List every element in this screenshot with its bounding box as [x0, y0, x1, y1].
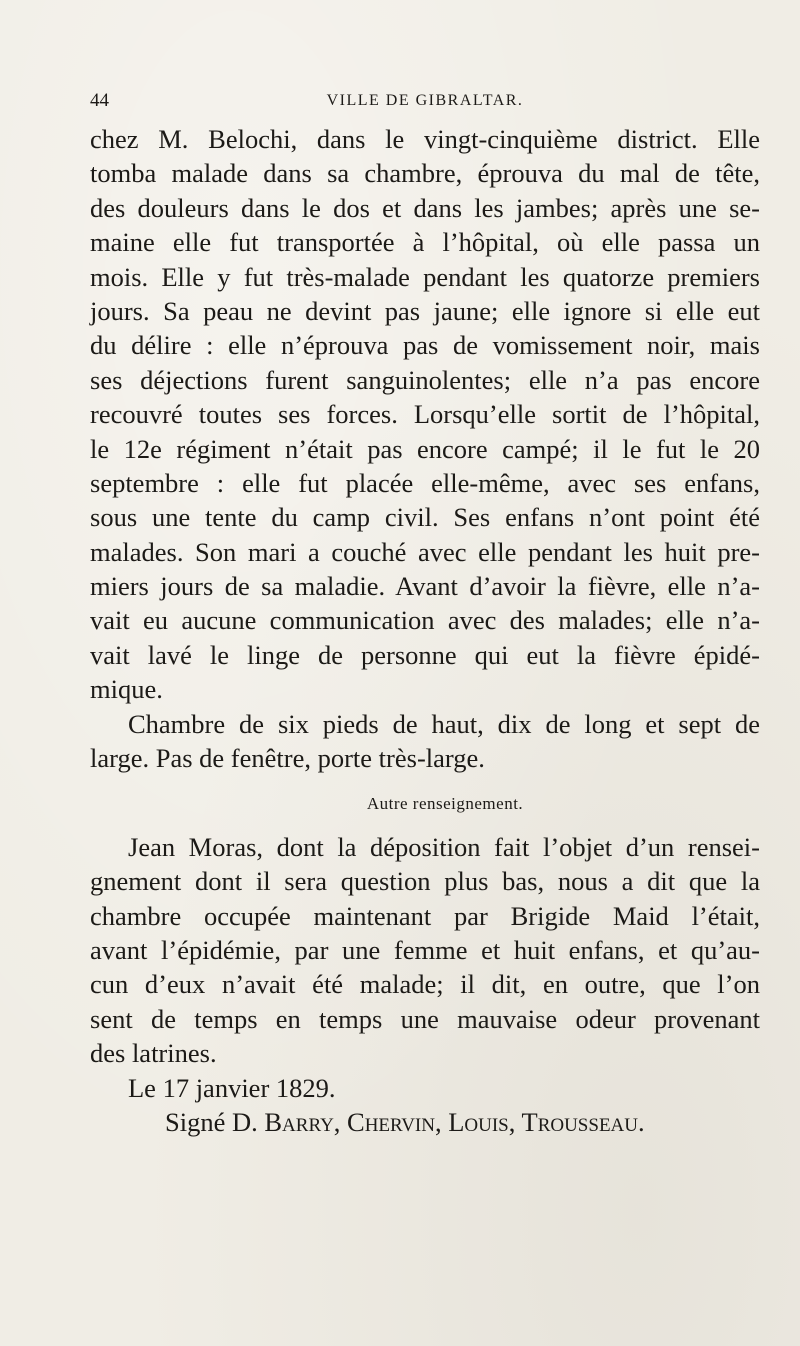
text-line: le 12e régiment n’était pas encore campé; il le fut le 20 [90, 433, 760, 464]
text-line: cun d’eux n’avait été malade; il dit, en outre, que l’on [90, 969, 760, 1000]
text-line: des douleurs dans le dos et dans les jambes; après une se- [90, 192, 760, 223]
running-head: VILLE DE GIBRALTAR. [326, 92, 524, 109]
text-line: du délire : elle n’éprouva pas de vomissement noir, mais [90, 330, 760, 361]
signature-prefix: Signé D. [165, 1106, 258, 1137]
text-line: tomba malade dans sa chambre, éprouva du mal de tête, [90, 158, 760, 189]
text-line: vait eu aucune communication avec des malades; elle n’a- [90, 605, 760, 636]
paragraph-3 [90, 830, 760, 1071]
text-line: miers jours de sa maladie. Avant d’avoir la fièvre, elle n’a- [90, 571, 760, 602]
text-line: maine elle fut transportée à l’hôpital, où elle passa un [90, 227, 760, 258]
paragraph-2 [90, 707, 760, 776]
text-line: des latrines. [90, 1038, 217, 1069]
signature-names: Barry, Chervin, Louis, Trousseau. [264, 1106, 645, 1137]
text-line: Chambre de six pieds de haut, dix de long et sept de [128, 708, 760, 739]
text-line: chambre occupée maintenant par Brigide Maid l’était, [90, 900, 760, 931]
date-line: Le 17 janvier 1829. [128, 1072, 336, 1103]
text-line: chez M. Belochi, dans le vingt-cinquième district. Elle [90, 124, 760, 154]
text-line: ses déjections furent sanguinolentes; elle n’a pas encore [90, 364, 760, 395]
text-line: vait lavé le linge de personne qui eut la fièvre épidé- [90, 639, 760, 670]
signature-line [90, 1105, 760, 1139]
text-line: sous une tente du camp civil. Ses enfans n’ont point été [90, 502, 760, 533]
section-title: Autre renseignement. [366, 794, 524, 814]
paragraph-1 [90, 122, 760, 707]
text-line: mois. Elle y fut très-malade pendant les quatorze premiers [90, 261, 760, 292]
text-line: avant l’épidémie, par une femme et huit enfans, et qu’au- [90, 934, 760, 965]
text-line: recouvré toutes ses forces. Lorsqu’elle sortit de l’hôpital, [90, 399, 760, 430]
text-line: jours. Sa peau ne devint pas jaune; elle ignore si elle eut [90, 295, 760, 326]
text-line: mique. [90, 674, 163, 705]
text-line: malades. Son mari a couché avec elle pendant les huit pre- [90, 536, 760, 567]
text-line: septembre : elle fut placée elle-même, avec ses enfans, [90, 467, 760, 498]
text-line: Jean Moras, dont la déposition fait l’objet d’un rensei- [128, 831, 760, 862]
body-text [90, 122, 760, 1139]
text-line: large. Pas de fenêtre, porte très-large. [90, 743, 485, 774]
text-line: sent de temps en temps une mauvaise odeur provenant [90, 1003, 760, 1034]
text-line: gnement dont il sera question plus bas, nous a dit que la [90, 866, 760, 897]
page-header [90, 90, 760, 114]
page-number: 44 [90, 90, 109, 111]
